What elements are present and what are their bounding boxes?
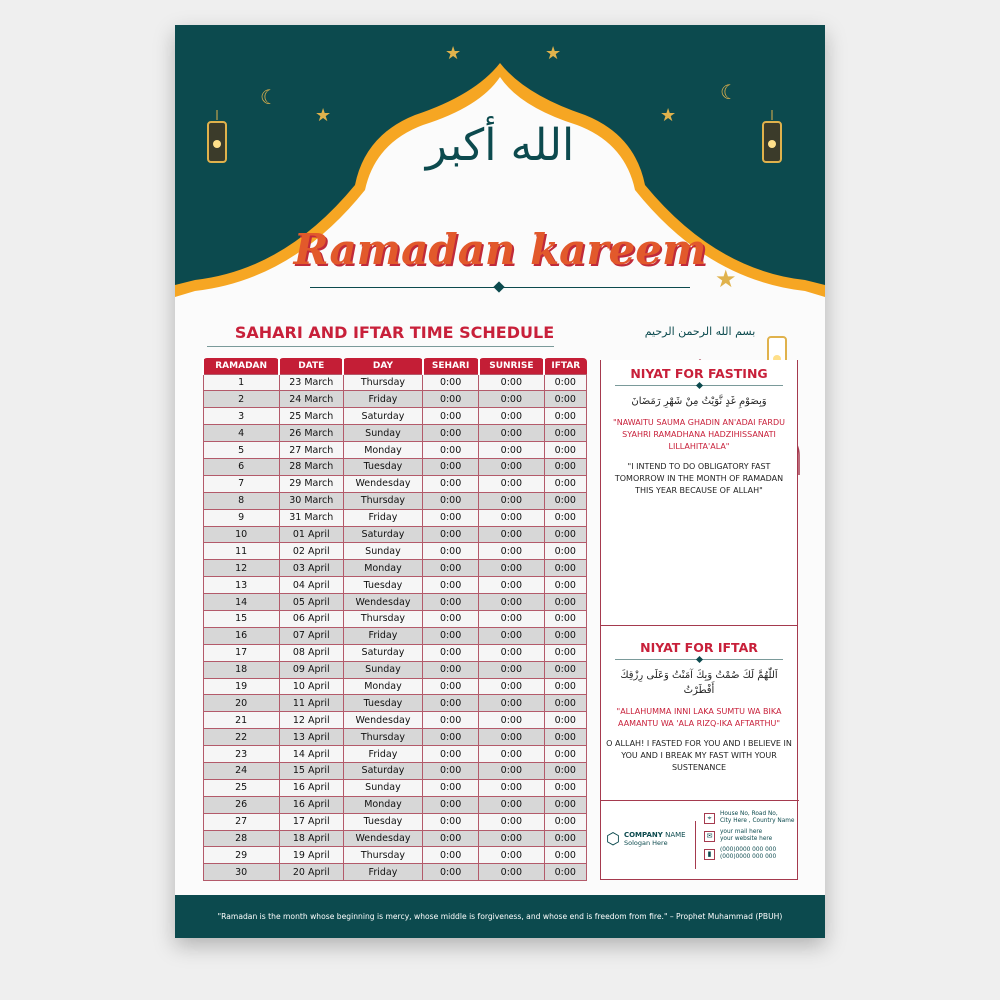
table-cell: 21: [203, 712, 279, 729]
table-cell: 0:00: [479, 712, 545, 729]
table-cell: 12 April: [279, 712, 343, 729]
table-cell: 0:00: [479, 458, 545, 475]
company-slogan: Sologan Here: [623, 838, 668, 847]
niyat-panel: [600, 325, 798, 880]
table-cell: 3: [203, 408, 279, 425]
table-row: [203, 560, 587, 577]
table-cell: 0:00: [544, 830, 586, 847]
table-cell: 20: [203, 695, 279, 712]
table-cell: 0:00: [479, 391, 545, 408]
table-cell: 30: [203, 864, 279, 881]
table-cell: 26: [203, 796, 279, 813]
table-cell: Sunday: [343, 543, 422, 560]
table-cell: 0:00: [423, 408, 479, 425]
table-cell: 0:00: [423, 509, 479, 526]
column-header: DATE: [279, 358, 343, 374]
table-row: [203, 729, 587, 746]
table-cell: 0:00: [544, 779, 586, 796]
table-cell: 0:00: [423, 442, 479, 459]
star-icon: ★: [315, 105, 332, 126]
table-cell: 15 April: [279, 762, 343, 779]
table-row: [203, 712, 587, 729]
niyat-fasting-title: NIYAT FOR FASTING: [630, 366, 768, 381]
table-cell: 0:00: [423, 779, 479, 796]
table-row: [203, 509, 587, 526]
table-cell: 16 April: [279, 796, 343, 813]
table-cell: 0:00: [544, 644, 586, 661]
table-row: [203, 391, 587, 408]
table-cell: Saturday: [343, 408, 422, 425]
table-cell: 0:00: [544, 509, 586, 526]
table-cell: 0:00: [479, 610, 545, 627]
table-cell: 14 April: [279, 746, 343, 763]
divider: [615, 659, 783, 660]
table-cell: 25 March: [279, 408, 343, 425]
table-cell: 0:00: [423, 458, 479, 475]
table-cell: Friday: [343, 864, 422, 881]
table-cell: 0:00: [544, 813, 586, 830]
table-cell: 0:00: [423, 796, 479, 813]
table-cell: 0:00: [479, 425, 545, 442]
table-cell: 0:00: [479, 509, 545, 526]
table-cell: 13: [203, 577, 279, 594]
table-cell: 0:00: [479, 729, 545, 746]
table-cell: 0:00: [544, 458, 586, 475]
column-header: IFTAR: [544, 358, 586, 374]
niyat-iftar-english: O ALLAH! I FASTED FOR YOU AND I BELIEVE IN YOU AND I BREAK MY FAST WITH YOUR SUSTENANCE: [606, 739, 792, 772]
table-cell: 0:00: [479, 779, 545, 796]
table-cell: 7: [203, 475, 279, 492]
table-row: [203, 543, 587, 560]
table-cell: Sunday: [343, 661, 422, 678]
table-cell: 23: [203, 746, 279, 763]
table-cell: 03 April: [279, 560, 343, 577]
table-cell: 28 March: [279, 458, 343, 475]
table-cell: 15: [203, 610, 279, 627]
table-cell: 0:00: [544, 391, 586, 408]
column-header: SUNRISE: [479, 358, 545, 374]
mail-icon: ✉: [704, 831, 715, 842]
table-cell: 18: [203, 661, 279, 678]
table-cell: Sunday: [343, 779, 422, 796]
table-cell: 8: [203, 492, 279, 509]
table-cell: Wendesday: [343, 594, 422, 611]
company-name-bold: COMPANY: [623, 830, 663, 839]
location-icon: ⌖: [704, 813, 715, 824]
allahu-akbar-calligraphy: الله أكبر: [425, 120, 575, 171]
table-cell: Thursday: [343, 492, 422, 509]
table-cell: 19: [203, 678, 279, 695]
niyat-fasting-latin: "NAWAITU SAUMA GHADIN AN'ADAI FARDU SYAHRI RAMADHANA HADZIHISSANATI LILLAHITA'ALA": [613, 418, 785, 451]
table-cell: 0:00: [479, 830, 545, 847]
niyat-iftar-latin: "ALLAHUMMA INNI LAKA SUMTU WA BIKA AAMANTU WA 'ALA RIZQ-IKA AFTARTHU": [616, 707, 782, 728]
table-cell: 0:00: [423, 610, 479, 627]
table-row: [203, 492, 587, 509]
table-cell: 0:00: [479, 442, 545, 459]
niyat-fasting-arabic: وَبِصَوْمِ غَدٍ نَّوَيْتُ مِنْ شَهْرِ رَمَضَانَ: [631, 396, 767, 407]
table-cell: 05 April: [279, 594, 343, 611]
table-cell: 24 March: [279, 391, 343, 408]
table-cell: 11: [203, 543, 279, 560]
table-cell: 0:00: [544, 577, 586, 594]
table-cell: 0:00: [479, 762, 545, 779]
table-cell: 0:00: [423, 762, 479, 779]
table-cell: Friday: [343, 746, 422, 763]
schedule-title: SAHARI AND IFTAR TIME SCHEDULE: [234, 323, 555, 342]
table-cell: Wendesday: [343, 475, 422, 492]
table-cell: 0:00: [479, 492, 545, 509]
table-cell: 0:00: [544, 374, 586, 391]
table-cell: 13 April: [279, 729, 343, 746]
table-cell: 1: [203, 374, 279, 391]
table-cell: 0:00: [423, 627, 479, 644]
table-cell: 0:00: [479, 526, 545, 543]
table-cell: 0:00: [479, 560, 545, 577]
table-cell: Saturday: [343, 526, 422, 543]
table-cell: Friday: [343, 627, 422, 644]
table-cell: 01 April: [279, 526, 343, 543]
table-cell: 11 April: [279, 695, 343, 712]
table-row: [203, 374, 587, 391]
table-cell: 0:00: [544, 796, 586, 813]
table-cell: 0:00: [479, 644, 545, 661]
table-cell: 28: [203, 830, 279, 847]
table-row: [203, 695, 587, 712]
table-cell: 0:00: [423, 526, 479, 543]
niyat-iftar-title: NIYAT FOR IFTAR: [640, 640, 758, 655]
table-row: [203, 661, 587, 678]
table-cell: Thursday: [343, 374, 422, 391]
table-cell: Monday: [343, 796, 422, 813]
niyat-fasting-section: [601, 360, 797, 497]
contact-block: [601, 800, 799, 880]
table-cell: 0:00: [479, 577, 545, 594]
table-cell: 0:00: [423, 374, 479, 391]
company-logo: [606, 829, 686, 848]
table-cell: 0:00: [423, 847, 479, 864]
table-cell: 0:00: [544, 425, 586, 442]
divider: [615, 385, 783, 386]
address-line: House No, Road No,: [720, 811, 778, 817]
table-cell: 0:00: [479, 543, 545, 560]
table-cell: 29: [203, 847, 279, 864]
table-cell: 0:00: [544, 408, 586, 425]
column-header: RAMADAN: [203, 358, 279, 374]
table-cell: 0:00: [544, 543, 586, 560]
website-text: your website here: [720, 836, 773, 842]
niyat-iftar-arabic: اَللّٰهُمَّ لَكَ صُمْتُ وَبِكَ آمَنْتُ وَعَلَى رِزْقِكَ أَفْطَرْتُ: [620, 670, 778, 696]
table-cell: 27 March: [279, 442, 343, 459]
table-cell: 0:00: [423, 577, 479, 594]
table-cell: Saturday: [343, 644, 422, 661]
table-cell: 0:00: [423, 746, 479, 763]
table-cell: 29 March: [279, 475, 343, 492]
table-cell: 0:00: [544, 864, 586, 881]
table-row: [203, 526, 587, 543]
table-cell: 0:00: [479, 695, 545, 712]
table-row: [203, 594, 587, 611]
table-cell: 07 April: [279, 627, 343, 644]
table-cell: 0:00: [544, 847, 586, 864]
table-cell: 31 March: [279, 509, 343, 526]
table-cell: 20 April: [279, 864, 343, 881]
table-cell: 0:00: [479, 374, 545, 391]
table-cell: 08 April: [279, 644, 343, 661]
table-cell: 0:00: [544, 594, 586, 611]
table-cell: 23 March: [279, 374, 343, 391]
table-cell: 0:00: [544, 729, 586, 746]
table-cell: Monday: [343, 678, 422, 695]
table-cell: 19 April: [279, 847, 343, 864]
table-cell: Sunday: [343, 425, 422, 442]
column-header: DAY: [343, 358, 422, 374]
table-cell: 0:00: [423, 594, 479, 611]
hexagon-logo-icon: ⬡: [606, 829, 620, 848]
table-cell: 02 April: [279, 543, 343, 560]
table-cell: 0:00: [544, 475, 586, 492]
table-cell: 0:00: [423, 813, 479, 830]
divider: [695, 821, 696, 869]
table-cell: 0:00: [423, 712, 479, 729]
table-row: [203, 610, 587, 627]
star-icon: ★: [660, 105, 677, 126]
table-cell: 0:00: [544, 610, 586, 627]
table-cell: Thursday: [343, 847, 422, 864]
phone-text: (000)0000 000 000: [720, 854, 777, 860]
table-cell: 0:00: [544, 762, 586, 779]
table-cell: 6: [203, 458, 279, 475]
table-row: [203, 830, 587, 847]
table-cell: 0:00: [479, 847, 545, 864]
table-cell: 30 March: [279, 492, 343, 509]
table-cell: 0:00: [544, 492, 586, 509]
table-cell: 0:00: [544, 695, 586, 712]
table-row: [203, 577, 587, 594]
phone-text: (000)0000 000 000: [720, 847, 777, 853]
table-cell: 0:00: [423, 661, 479, 678]
table-cell: Friday: [343, 509, 422, 526]
table-row: [203, 746, 587, 763]
table-row: [203, 475, 587, 492]
table-row: [203, 762, 587, 779]
niyat-iftar-section: [601, 625, 797, 780]
table-cell: 0:00: [423, 560, 479, 577]
table-cell: 0:00: [423, 864, 479, 881]
table-cell: Tuesday: [343, 695, 422, 712]
contact-details: [704, 811, 794, 865]
table-cell: Thursday: [343, 610, 422, 627]
table-cell: 0:00: [479, 627, 545, 644]
niyat-fasting-english: "I INTEND TO DO OBLIGATORY FAST TOMORROW IN THE MONTH OF RAMADAN THIS YEAR BECAUSE OF ALLAH": [614, 462, 784, 495]
table-cell: 25: [203, 779, 279, 796]
ramadan-kareem-title: Ramadan kareem: [293, 225, 707, 274]
table-cell: Thursday: [343, 729, 422, 746]
email-text: your mail here: [720, 829, 763, 835]
table-cell: 0:00: [544, 560, 586, 577]
table-cell: Friday: [343, 391, 422, 408]
table-cell: 0:00: [479, 594, 545, 611]
table-cell: 04 April: [279, 577, 343, 594]
table-cell: 0:00: [479, 796, 545, 813]
table-cell: 26 March: [279, 425, 343, 442]
table-cell: 4: [203, 425, 279, 442]
table-cell: 0:00: [423, 475, 479, 492]
table-cell: 0:00: [479, 864, 545, 881]
table-cell: 0:00: [544, 526, 586, 543]
schedule-table: [202, 358, 587, 881]
table-cell: 0:00: [544, 442, 586, 459]
table-cell: 24: [203, 762, 279, 779]
table-row: [203, 813, 587, 830]
table-cell: 06 April: [279, 610, 343, 627]
schedule-divider: [207, 346, 554, 347]
star-icon: ★: [545, 43, 562, 64]
table-row: [203, 627, 587, 644]
table-cell: Saturday: [343, 762, 422, 779]
table-cell: 0:00: [479, 813, 545, 830]
table-cell: 18 April: [279, 830, 343, 847]
table-cell: 10 April: [279, 678, 343, 695]
table-cell: 0:00: [544, 678, 586, 695]
footer-quote: "Ramadan is the month whose beginning is mercy, whose middle is forgiveness, and whose end is freedom from fire." – Prophet Muhammad (PBUH): [175, 895, 825, 938]
table-cell: 0:00: [544, 661, 586, 678]
company-name-rest: NAME: [662, 830, 686, 839]
table-cell: 0:00: [479, 475, 545, 492]
table-cell: 0:00: [423, 425, 479, 442]
table-cell: 0:00: [423, 391, 479, 408]
title-divider: [310, 287, 690, 288]
star-icon: ★: [715, 265, 737, 293]
table-cell: 16 April: [279, 779, 343, 796]
table-row: [203, 458, 587, 475]
table-cell: 0:00: [544, 627, 586, 644]
table-row: [203, 644, 587, 661]
table-row: [203, 864, 587, 881]
table-cell: 0:00: [423, 729, 479, 746]
table-cell: 0:00: [423, 830, 479, 847]
table-cell: 17 April: [279, 813, 343, 830]
table-cell: 09 April: [279, 661, 343, 678]
table-cell: Monday: [343, 442, 422, 459]
table-row: [203, 779, 587, 796]
table-cell: 10: [203, 526, 279, 543]
table-cell: 16: [203, 627, 279, 644]
table-cell: 0:00: [479, 408, 545, 425]
table-cell: 2: [203, 391, 279, 408]
lantern-icon: [760, 110, 784, 160]
crescent-icon: ☾: [720, 80, 738, 104]
table-cell: 17: [203, 644, 279, 661]
ramadan-poster: [175, 25, 825, 938]
table-cell: Tuesday: [343, 813, 422, 830]
table-cell: 0:00: [479, 678, 545, 695]
table-row: [203, 678, 587, 695]
star-icon: ★: [445, 43, 462, 64]
address-line: City Here , Country Name: [720, 818, 795, 824]
table-cell: 0:00: [479, 661, 545, 678]
table-cell: 22: [203, 729, 279, 746]
table-row: [203, 442, 587, 459]
table-cell: 0:00: [423, 644, 479, 661]
table-cell: Wendesday: [343, 712, 422, 729]
crescent-icon: ☾: [260, 85, 278, 109]
table-cell: 0:00: [423, 543, 479, 560]
table-row: [203, 847, 587, 864]
table-cell: Tuesday: [343, 577, 422, 594]
column-header: SEHARI: [423, 358, 479, 374]
bismillah-calligraphy: بسم الله الرحمن الرحيم: [644, 325, 756, 338]
table-cell: Wendesday: [343, 830, 422, 847]
table-cell: 12: [203, 560, 279, 577]
table-cell: 14: [203, 594, 279, 611]
table-cell: 0:00: [423, 695, 479, 712]
table-header: [203, 358, 587, 374]
table-cell: 0:00: [423, 678, 479, 695]
table-cell: 9: [203, 509, 279, 526]
table-row: [203, 796, 587, 813]
phone-icon: ▮: [704, 849, 715, 860]
table-cell: Monday: [343, 560, 422, 577]
table-cell: 0:00: [544, 746, 586, 763]
table-cell: 0:00: [423, 492, 479, 509]
table-row: [203, 425, 587, 442]
table-cell: 27: [203, 813, 279, 830]
table-row: [203, 408, 587, 425]
table-cell: 5: [203, 442, 279, 459]
table-cell: 0:00: [479, 746, 545, 763]
table-cell: 0:00: [544, 712, 586, 729]
lantern-icon: [205, 110, 229, 160]
table-cell: Tuesday: [343, 458, 422, 475]
